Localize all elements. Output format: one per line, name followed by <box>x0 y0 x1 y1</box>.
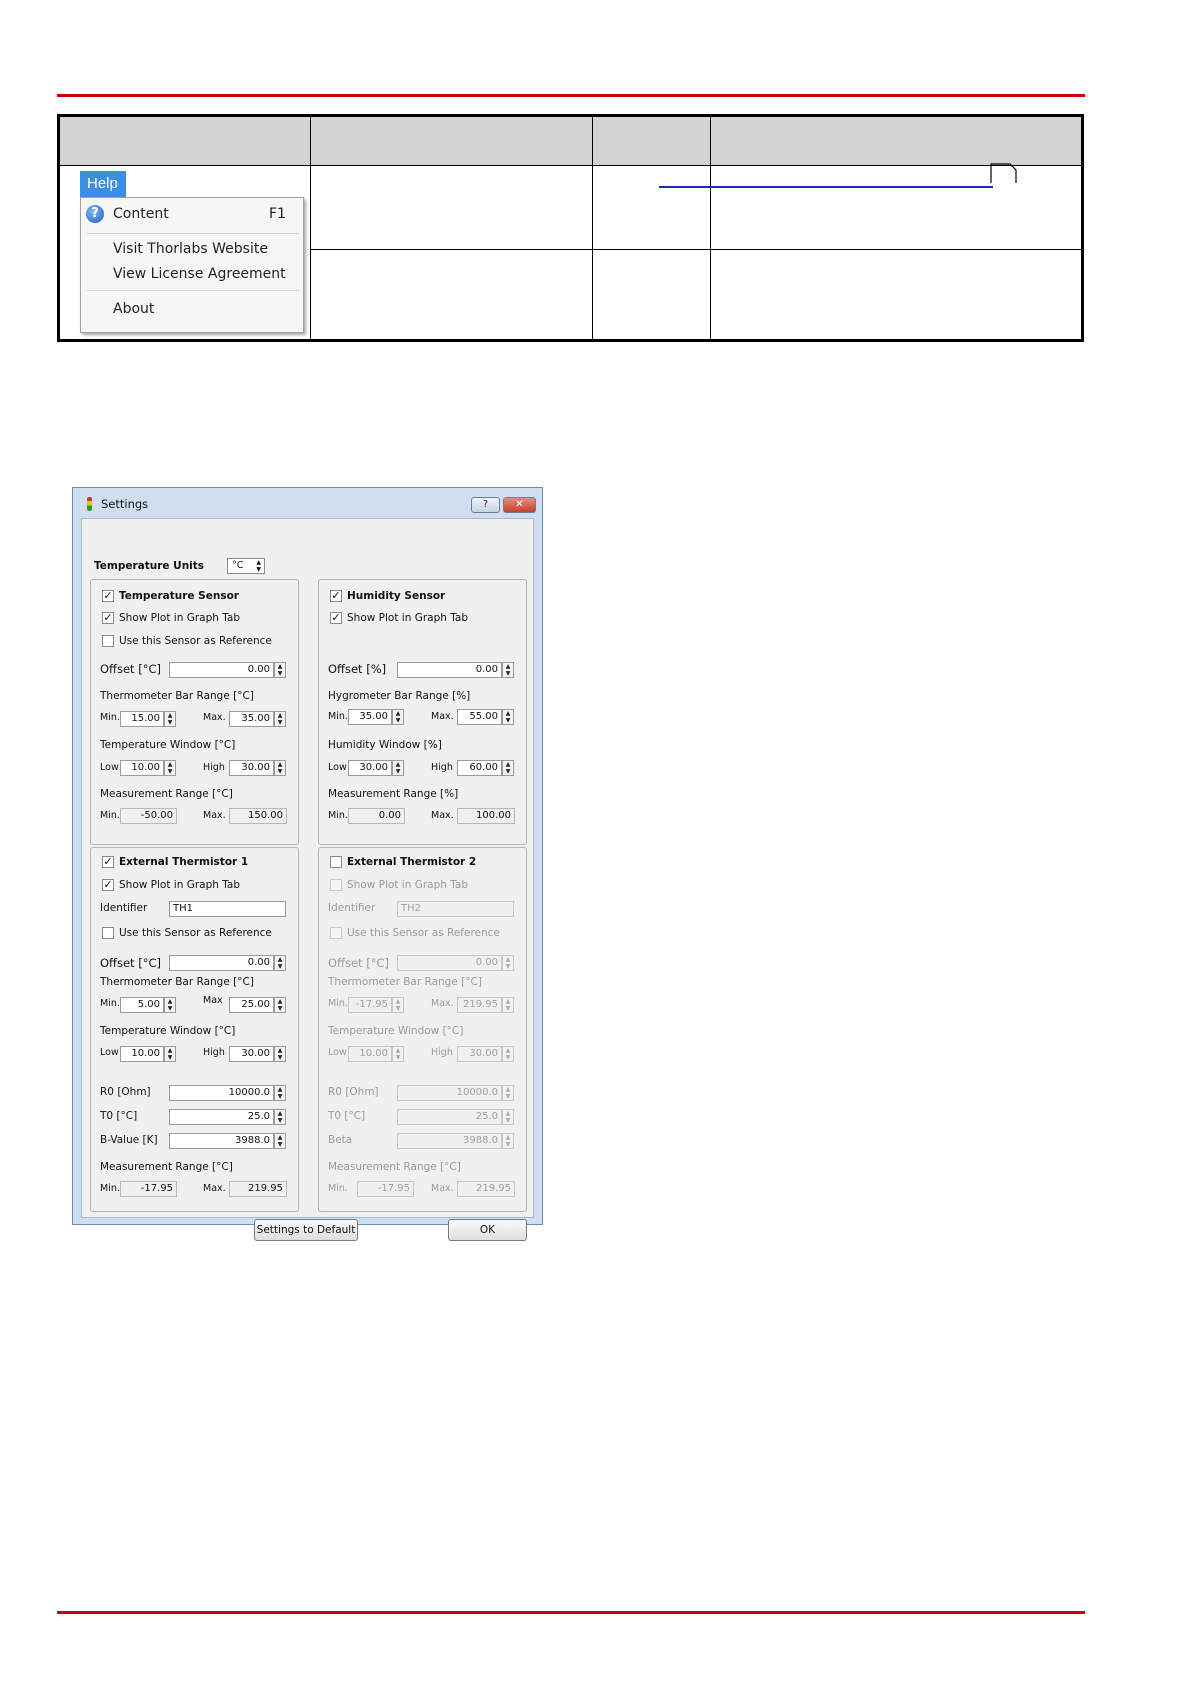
menu-item-content-shortcut: F1 <box>269 206 286 222</box>
bottom-red-rule <box>57 1611 1085 1614</box>
ext1-t0-input[interactable]: 25.0 <box>169 1109 274 1125</box>
temp-bar-max-label: Max. <box>203 712 226 723</box>
ext2-enable-checkbox[interactable] <box>330 856 342 868</box>
ext2-show-plot-checkbox[interactable] <box>330 879 342 891</box>
updown-icon: ▲ ▼ <box>256 559 261 573</box>
humidity-window-high-label: High <box>431 762 453 773</box>
temperature-sensor-group <box>90 579 299 845</box>
ext2-meas-min-value: -17.95 <box>357 1181 414 1197</box>
humidity-bar-min-label: Min. <box>328 711 348 722</box>
temp-use-reference-checkbox[interactable] <box>102 635 114 647</box>
ext2-window-low-input[interactable]: 10.00 <box>348 1046 392 1062</box>
temp-bar-min-label: Min. <box>100 712 120 723</box>
temp-bar-min-input[interactable]: 15.00 <box>120 711 164 727</box>
humidity-meas-min-value: 0.00 <box>348 808 405 824</box>
ext2-beta-input[interactable]: 3988.0 <box>397 1133 502 1149</box>
humidity-offset-input[interactable]: 0.00 <box>397 662 502 678</box>
ext1-window-high-spinner[interactable]: ▲ ▼ <box>274 1046 286 1062</box>
menu-separator <box>87 233 299 234</box>
ext2-identifier-input[interactable]: TH2 <box>397 901 514 917</box>
humidity-sensor-title: Humidity Sensor <box>347 590 446 602</box>
app-icon <box>87 497 92 511</box>
ext2-meas-max-value: 219.95 <box>457 1181 515 1197</box>
ext1-enable-checkbox[interactable]: ✓ <box>103 855 113 868</box>
humidity-bar-max-spinner[interactable]: ▲ ▼ <box>502 709 514 725</box>
ext-thermistor-1-group <box>90 847 299 1212</box>
ext2-beta-spinner[interactable]: ▲ ▼ <box>502 1133 514 1149</box>
ext2-r0-label: R0 [Ohm] <box>328 1086 379 1098</box>
ext1-bar-min-label: Min. <box>100 998 120 1009</box>
help-dropdown <box>80 197 304 333</box>
humidity-window-label: Humidity Window [%] <box>328 739 442 751</box>
ext2-use-reference-checkbox[interactable] <box>330 927 342 939</box>
humidity-meas-max-label: Max. <box>431 810 454 821</box>
ext1-window-high-input[interactable]: 30.00 <box>229 1046 274 1062</box>
ext2-offset-input[interactable]: 0.00 <box>397 955 502 971</box>
temp-bar-min-spinner[interactable]: ▲ ▼ <box>164 711 176 727</box>
ext2-meas-min-label: Min. <box>328 1183 348 1194</box>
ext2-t0-input[interactable]: 25.0 <box>397 1109 502 1125</box>
temp-bar-max-spinner[interactable]: ▲ ▼ <box>274 711 286 727</box>
temp-meas-label: Measurement Range [°C] <box>100 788 233 800</box>
ext1-r0-label: R0 [Ohm] <box>100 1086 151 1098</box>
temp-show-plot-label: Show Plot in Graph Tab <box>119 612 241 624</box>
humidity-bar-max-input[interactable]: 55.00 <box>457 709 502 725</box>
top-red-rule <box>57 94 1085 97</box>
row-divider <box>310 249 1081 250</box>
ext2-r0-spinner[interactable]: ▲ ▼ <box>502 1085 514 1101</box>
temp-meas-min-value: -50.00 <box>120 808 177 824</box>
temperature-units-label: Temperature Units <box>94 560 205 572</box>
ext1-title: External Thermistor 1 <box>119 856 249 868</box>
ext2-meas-label: Measurement Range [°C] <box>328 1161 461 1173</box>
temp-window-low-label: Low <box>100 762 119 773</box>
ok-button[interactable]: OK <box>448 1219 527 1241</box>
temp-offset-input[interactable]: 0.00 <box>169 662 274 678</box>
temp-window-high-label: High <box>203 762 225 773</box>
ext1-t0-spinner[interactable]: ▲ ▼ <box>274 1109 286 1125</box>
settings-client-area <box>81 518 534 1236</box>
ext1-meas-max-value: 219.95 <box>229 1181 287 1197</box>
ext2-bar-max-spinner[interactable]: ▲ ▼ <box>502 997 514 1013</box>
humidity-window-high-spinner[interactable]: ▲ ▼ <box>502 760 514 776</box>
help-question-icon: ? <box>86 205 104 223</box>
humidity-sensor-group <box>318 579 527 845</box>
ext1-offset-label: Offset [°C] <box>100 956 161 970</box>
page-corner-icon <box>990 162 1018 184</box>
temp-window-label: Temperature Window [°C] <box>100 739 236 751</box>
humidity-bar-min-input[interactable]: 35.00 <box>348 709 392 725</box>
temp-show-plot-checkbox[interactable]: ✓ <box>103 611 113 624</box>
ext2-beta-label: Beta <box>328 1134 353 1146</box>
settings-to-default-button[interactable]: Settings to Default <box>254 1219 358 1241</box>
temp-offset-label: Offset [°C] <box>100 662 161 676</box>
ext2-bar-min-spinner[interactable]: ▲ ▼ <box>392 997 404 1013</box>
ext2-window-high-spinner[interactable]: ▲ ▼ <box>502 1046 514 1062</box>
ext1-meas-max-label: Max. <box>203 1183 226 1194</box>
ext1-bar-min-spinner[interactable]: ▲ ▼ <box>164 997 176 1013</box>
close-button[interactable]: ✕ <box>503 497 536 513</box>
help-button[interactable]: ? <box>471 497 500 513</box>
ext1-window-label: Temperature Window [°C] <box>100 1025 236 1037</box>
ext2-t0-spinner[interactable]: ▲ ▼ <box>502 1109 514 1125</box>
ext1-meas-min-value: -17.95 <box>120 1181 177 1197</box>
humidity-show-plot-label: Show Plot in Graph Tab <box>347 612 469 624</box>
temp-use-reference-label: Use this Sensor as Reference <box>119 635 272 647</box>
ext2-identifier-label: Identifier <box>328 902 376 914</box>
ext1-bar-max-spinner[interactable]: ▲ ▼ <box>274 997 286 1013</box>
ext2-window-label: Temperature Window [°C] <box>328 1025 464 1037</box>
temp-window-low-spinner[interactable]: ▲ ▼ <box>164 760 176 776</box>
title-bar[interactable] <box>73 488 542 518</box>
ext1-bar-max-label: Max <box>203 995 223 1006</box>
humidity-bar-min-spinner[interactable]: ▲ ▼ <box>392 709 404 725</box>
menu-item-about[interactable]: About <box>113 301 155 317</box>
humidity-meas-label: Measurement Range [%] <box>328 788 459 800</box>
ext1-bar-max-input[interactable]: 25.00 <box>229 997 274 1013</box>
ext1-show-plot-label: Show Plot in Graph Tab <box>119 879 241 891</box>
ext1-meas-min-label: Min. <box>100 1183 120 1194</box>
ext1-window-high-label: High <box>203 1047 225 1058</box>
temp-bar-max-input[interactable]: 35.00 <box>229 711 274 727</box>
ext2-window-low-spinner[interactable]: ▲ ▼ <box>392 1046 404 1062</box>
ext2-bar-range-label: Thermometer Bar Range [°C] <box>328 976 482 988</box>
ext1-window-low-input[interactable]: 10.00 <box>120 1046 164 1062</box>
ext1-window-low-spinner[interactable]: ▲ ▼ <box>164 1046 176 1062</box>
humidity-meas-min-label: Min. <box>328 810 348 821</box>
temp-offset-spinner[interactable]: ▲ ▼ <box>274 662 286 678</box>
ext2-meas-max-label: Max. <box>431 1183 454 1194</box>
ext2-use-reference-label: Use this Sensor as Reference <box>347 927 500 939</box>
temp-meas-max-label: Max. <box>203 810 226 821</box>
menu-item-content[interactable]: Content <box>113 206 169 222</box>
temp-meas-max-value: 150.00 <box>229 808 287 824</box>
temperature-units-select[interactable] <box>227 558 265 574</box>
humidity-window-high-input[interactable]: 60.00 <box>457 760 502 776</box>
ext1-meas-label: Measurement Range [°C] <box>100 1161 233 1173</box>
humidity-offset-spinner[interactable]: ▲ ▼ <box>502 662 514 678</box>
humidity-window-low-input[interactable]: 30.00 <box>348 760 392 776</box>
ext2-bar-max-label: Max. <box>431 998 454 1009</box>
temperature-sensor-title: Temperature Sensor <box>119 590 239 602</box>
humidity-window-low-label: Low <box>328 762 347 773</box>
ext1-use-reference-label: Use this Sensor as Reference <box>119 927 272 939</box>
ext1-bar-min-input[interactable]: 5.00 <box>120 997 164 1013</box>
ext1-offset-spinner[interactable]: ▲ ▼ <box>274 955 286 971</box>
ext2-window-low-label: Low <box>328 1047 347 1058</box>
temp-bar-range-label: Thermometer Bar Range [°C] <box>100 690 254 702</box>
ext1-use-reference-checkbox[interactable] <box>102 927 114 939</box>
ext2-bar-min-label: Min. <box>328 998 348 1009</box>
temperature-sensor-checkbox[interactable]: ✓ <box>103 589 113 602</box>
col-divider <box>710 117 711 339</box>
ext1-identifier-label: Identifier <box>100 902 148 914</box>
temp-meas-min-label: Min. <box>100 810 120 821</box>
menu-item-license[interactable]: View License Agreement <box>113 266 286 282</box>
temperature-units-value: °C <box>232 560 244 571</box>
help-menu-table <box>57 114 1084 342</box>
ext1-show-plot-checkbox[interactable]: ✓ <box>103 878 113 891</box>
ext2-bar-min-input[interactable]: -17.95 <box>348 997 392 1013</box>
ext1-bar-range-label: Thermometer Bar Range [°C] <box>100 976 254 988</box>
temp-window-high-input[interactable]: 30.00 <box>229 760 274 776</box>
ext2-window-high-label: High <box>431 1047 453 1058</box>
humidity-show-plot-checkbox[interactable]: ✓ <box>331 611 341 624</box>
humidity-bar-max-label: Max. <box>431 711 454 722</box>
ext2-window-high-input[interactable]: 30.00 <box>457 1046 502 1062</box>
ext1-r0-input[interactable]: 10000.0 <box>169 1085 274 1101</box>
humidity-window-low-spinner[interactable]: ▲ ▼ <box>392 760 404 776</box>
humidity-meas-max-value: 100.00 <box>457 808 515 824</box>
col-divider <box>592 117 593 339</box>
ext1-beta-label: B-Value [K] <box>100 1134 158 1146</box>
menu-separator <box>87 290 299 291</box>
humidity-sensor-checkbox[interactable]: ✓ <box>331 589 341 602</box>
ext2-t0-label: T0 [°C] <box>328 1110 366 1122</box>
ext2-show-plot-label: Show Plot in Graph Tab <box>347 879 469 891</box>
ext2-r0-input[interactable]: 10000.0 <box>397 1085 502 1101</box>
ext1-t0-label: T0 [°C] <box>100 1110 138 1122</box>
ext1-identifier-input[interactable]: TH1 <box>169 901 286 917</box>
menu-item-visit-website[interactable]: Visit Thorlabs Website <box>113 241 268 257</box>
dialog-title: Settings <box>101 497 149 511</box>
temp-window-low-input[interactable]: 10.00 <box>120 760 164 776</box>
ext1-beta-spinner[interactable]: ▲ ▼ <box>274 1133 286 1149</box>
help-menu <box>80 171 305 333</box>
ext1-r0-spinner[interactable]: ▲ ▼ <box>274 1085 286 1101</box>
ext2-offset-label: Offset [°C] <box>328 956 389 970</box>
humidity-offset-label: Offset [%] <box>328 662 387 676</box>
ext1-offset-input[interactable]: 0.00 <box>169 955 274 971</box>
ext2-offset-spinner[interactable]: ▲ ▼ <box>502 955 514 971</box>
temp-window-high-spinner[interactable]: ▲ ▼ <box>274 760 286 776</box>
table-header-row <box>60 117 1081 166</box>
ext2-title: External Thermistor 2 <box>347 856 477 868</box>
help-menu-tab[interactable]: Help <box>80 171 126 197</box>
ext1-beta-input[interactable]: 3988.0 <box>169 1133 274 1149</box>
humidity-bar-range-label: Hygrometer Bar Range [%] <box>328 690 471 702</box>
hyperlink-underline[interactable] <box>659 186 993 188</box>
ext1-window-low-label: Low <box>100 1047 119 1058</box>
ext2-bar-max-input[interactable]: 219.95 <box>457 997 502 1013</box>
settings-dialog <box>72 487 543 1236</box>
ext-thermistor-2-group <box>318 847 527 1212</box>
col-divider <box>310 117 311 339</box>
